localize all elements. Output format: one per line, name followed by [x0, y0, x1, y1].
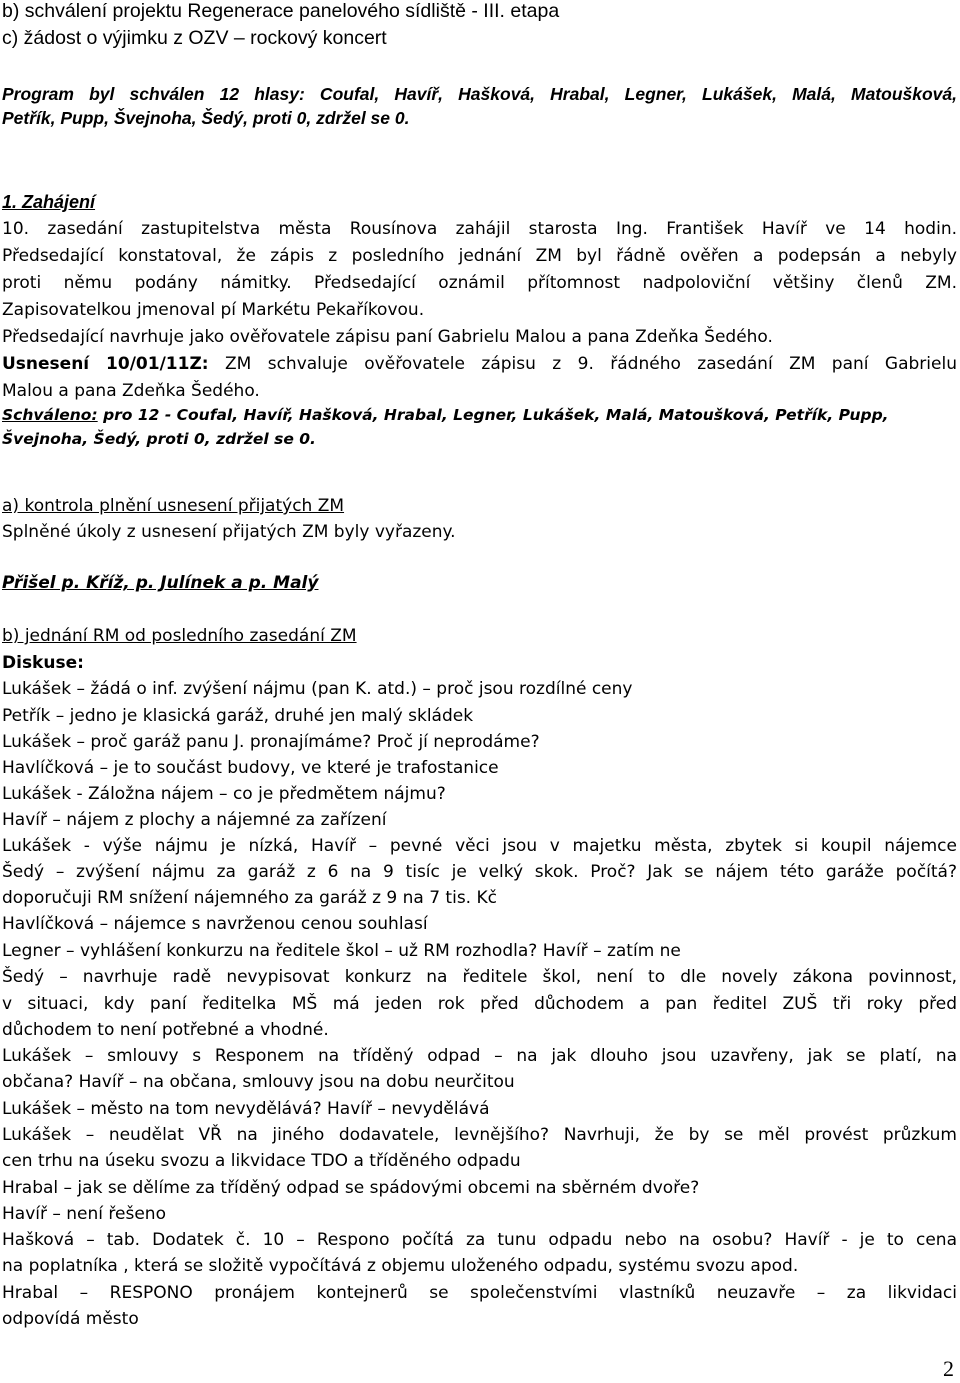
discussion-label: Diskuse: [2, 653, 84, 673]
discussion-line: Lukášek – žádá o inf. zvýšení nájmu (pan K. atd.) – proč jsou rozdílné ceny [2, 679, 633, 699]
discussion-line: Lukášek – smlouvy s Responem na tříděný odpad – na jak dlouho jsou uzavřeny, jak se platí, na [2, 1046, 957, 1066]
discussion-line: na poplatníka , která se složitě vypočítává z objemu uloženého odpadu, systému svozu apod. [2, 1256, 799, 1276]
resolution-text: ZM schvaluje ověřovatele zápisu z 9. řádného zasedání ZM paní Gabrielu [208, 354, 957, 374]
agenda-item-c: c) žádost o výjimku z OZV – rockový koncert [2, 27, 387, 49]
discussion-line: Lukášek - výše nájmu je nízká, Havíř – pevné věci jsou v majetku města, zbytek si koupil nájemce [2, 836, 957, 856]
section-a-text: Splněné úkoly z usnesení přijatých ZM byly vyřazeny. [2, 522, 456, 542]
discussion-line: odpovídá město [2, 1309, 139, 1329]
arrival-note: Přišel p. Kříž, p. Julínek a p. Malý [2, 573, 319, 593]
discussion-line: Lukášek - Záložna nájem – co je předmětem nájmu? [2, 784, 446, 804]
program-vote-line-2: Petřík, Pupp, Švejnoha, Šedý, proti 0, zdržel se 0. [2, 108, 410, 128]
section-1-heading: 1. Zahájení [2, 192, 96, 212]
section-1-line-3: proti němu podány námitky. Předsedající oznámil přítomnost nadpoloviční většiny členů ZM. [2, 273, 957, 293]
discussion-line: důchodem to není potřebné a vhodné. [2, 1020, 329, 1040]
discussion-line: v situaci, kdy paní ředitelka MŠ má jeden rok před důchodem a pan ředitel ZUŠ tři roky před [2, 994, 957, 1014]
discussion-line: Hrabal – RESPONO pronájem kontejnerů se společenstvími vlastníků neuzavře – za likvidaci [2, 1283, 957, 1303]
discussion-line: Šedý – zvýšení nájmu za garáž z 6 na 9 tisíc je velký skok. Proč? Jak se nájem této garáže počítá? [2, 862, 957, 882]
discussion-line: Hašková – tab. Dodatek č. 10 – Respono počítá za tunu odpadu nebo na osobu? Havíř - je to cena [2, 1230, 957, 1250]
discussion-line: Lukášek – proč garáž panu J. pronajímáme? Proč jí neprodáme? [2, 732, 540, 752]
discussion-line: Lukášek – město na tom nevydělává? Havíř – nevydělává [2, 1099, 490, 1119]
section-1-line-4: Zapisovatelkou jmenoval pí Markétu Pekaříkovou. [2, 300, 425, 320]
approved-line-2: Švejnoha, Šedý, proti 0, zdržel se 0. [2, 430, 316, 448]
discussion-line: Legner – vyhlášení konkurzu na ředitele škol – už RM rozhodla? Havíř – zatím ne [2, 941, 681, 961]
page-number: 2 [943, 1356, 954, 1381]
discussion-line: Hrabal – jak se dělíme za tříděný odpad se spádovými obcemi na sběrném dvoře? [2, 1178, 700, 1198]
resolution-line-1 [2, 354, 957, 374]
program-vote-line-1: Program byl schválen 12 hlasy: Coufal, Havíř, Hašková, Hrabal, Legner, Lukášek, Malá, Matoušková, [2, 84, 957, 104]
agenda-item-b: b) schválení projektu Regenerace panelového sídliště - III. etapa [2, 0, 560, 22]
discussion-line: cen trhu na úseku svozu a likvidace TDO a tříděného odpadu [2, 1151, 521, 1171]
resolution-line-2: Malou a pana Zdeňka Šedého. [2, 381, 260, 401]
section-a-heading: a) kontrola plnění usnesení přijatých ZM [2, 496, 345, 516]
discussion-line: doporučuji RM snížení nájemného za garáž z 9 na 7 tis. Kč [2, 888, 497, 908]
resolution-label: Usnesení 10/01/11Z: [2, 354, 209, 374]
approved-label: Schváleno: [2, 406, 98, 424]
discussion-line: Havíř – není řešeno [2, 1204, 166, 1224]
section-1-line-2: Předsedající konstatoval, že zápis z posledního jednání ZM byl řádně ověřen a podepsán a nebyly [2, 246, 957, 266]
approved-text: pro 12 - Coufal, Havíř, Hašková, Hrabal, Legner, Lukášek, Malá, Matoušková, Petřík, Pupp, [97, 406, 889, 424]
discussion-line: Havlíčková – nájemce s navrženou cenou souhlasí [2, 914, 428, 934]
discussion-line: občana? Havíř – na občana, smlouvy jsou na dobu neurčitou [2, 1072, 515, 1092]
discussion-line: Havíř – nájem z plochy a nájemné za zařízení [2, 810, 387, 830]
section-1-line-1: 10. zasedání zastupitelstva města Rousínova zahájil starosta Ing. František Havíř ve 14 hodin. [2, 219, 957, 239]
discussion-line: Havlíčková – je to součást budovy, ve které je trafostanice [2, 758, 499, 778]
discussion-line: Šedý – navrhuje radě nevypisovat konkurz na ředitele škol, není to dle novely zákona povinnost, [2, 967, 957, 987]
section-1-line-5: Předsedající navrhuje jako ověřovatele zápisu paní Gabrielu Malou a pana Zdeňka Šedého. [2, 327, 773, 347]
approved-line-1 [2, 406, 889, 424]
discussion-line: Petřík – jedno je klasická garáž, druhé jen malý skládek [2, 706, 474, 726]
discussion-line: Lukášek – neudělat VŘ na jiného dodavatele, levnějšího? Navrhuji, že by se měl provést průzkum [2, 1125, 957, 1145]
section-b-heading: b) jednání RM od posledního zasedání ZM [2, 626, 357, 646]
